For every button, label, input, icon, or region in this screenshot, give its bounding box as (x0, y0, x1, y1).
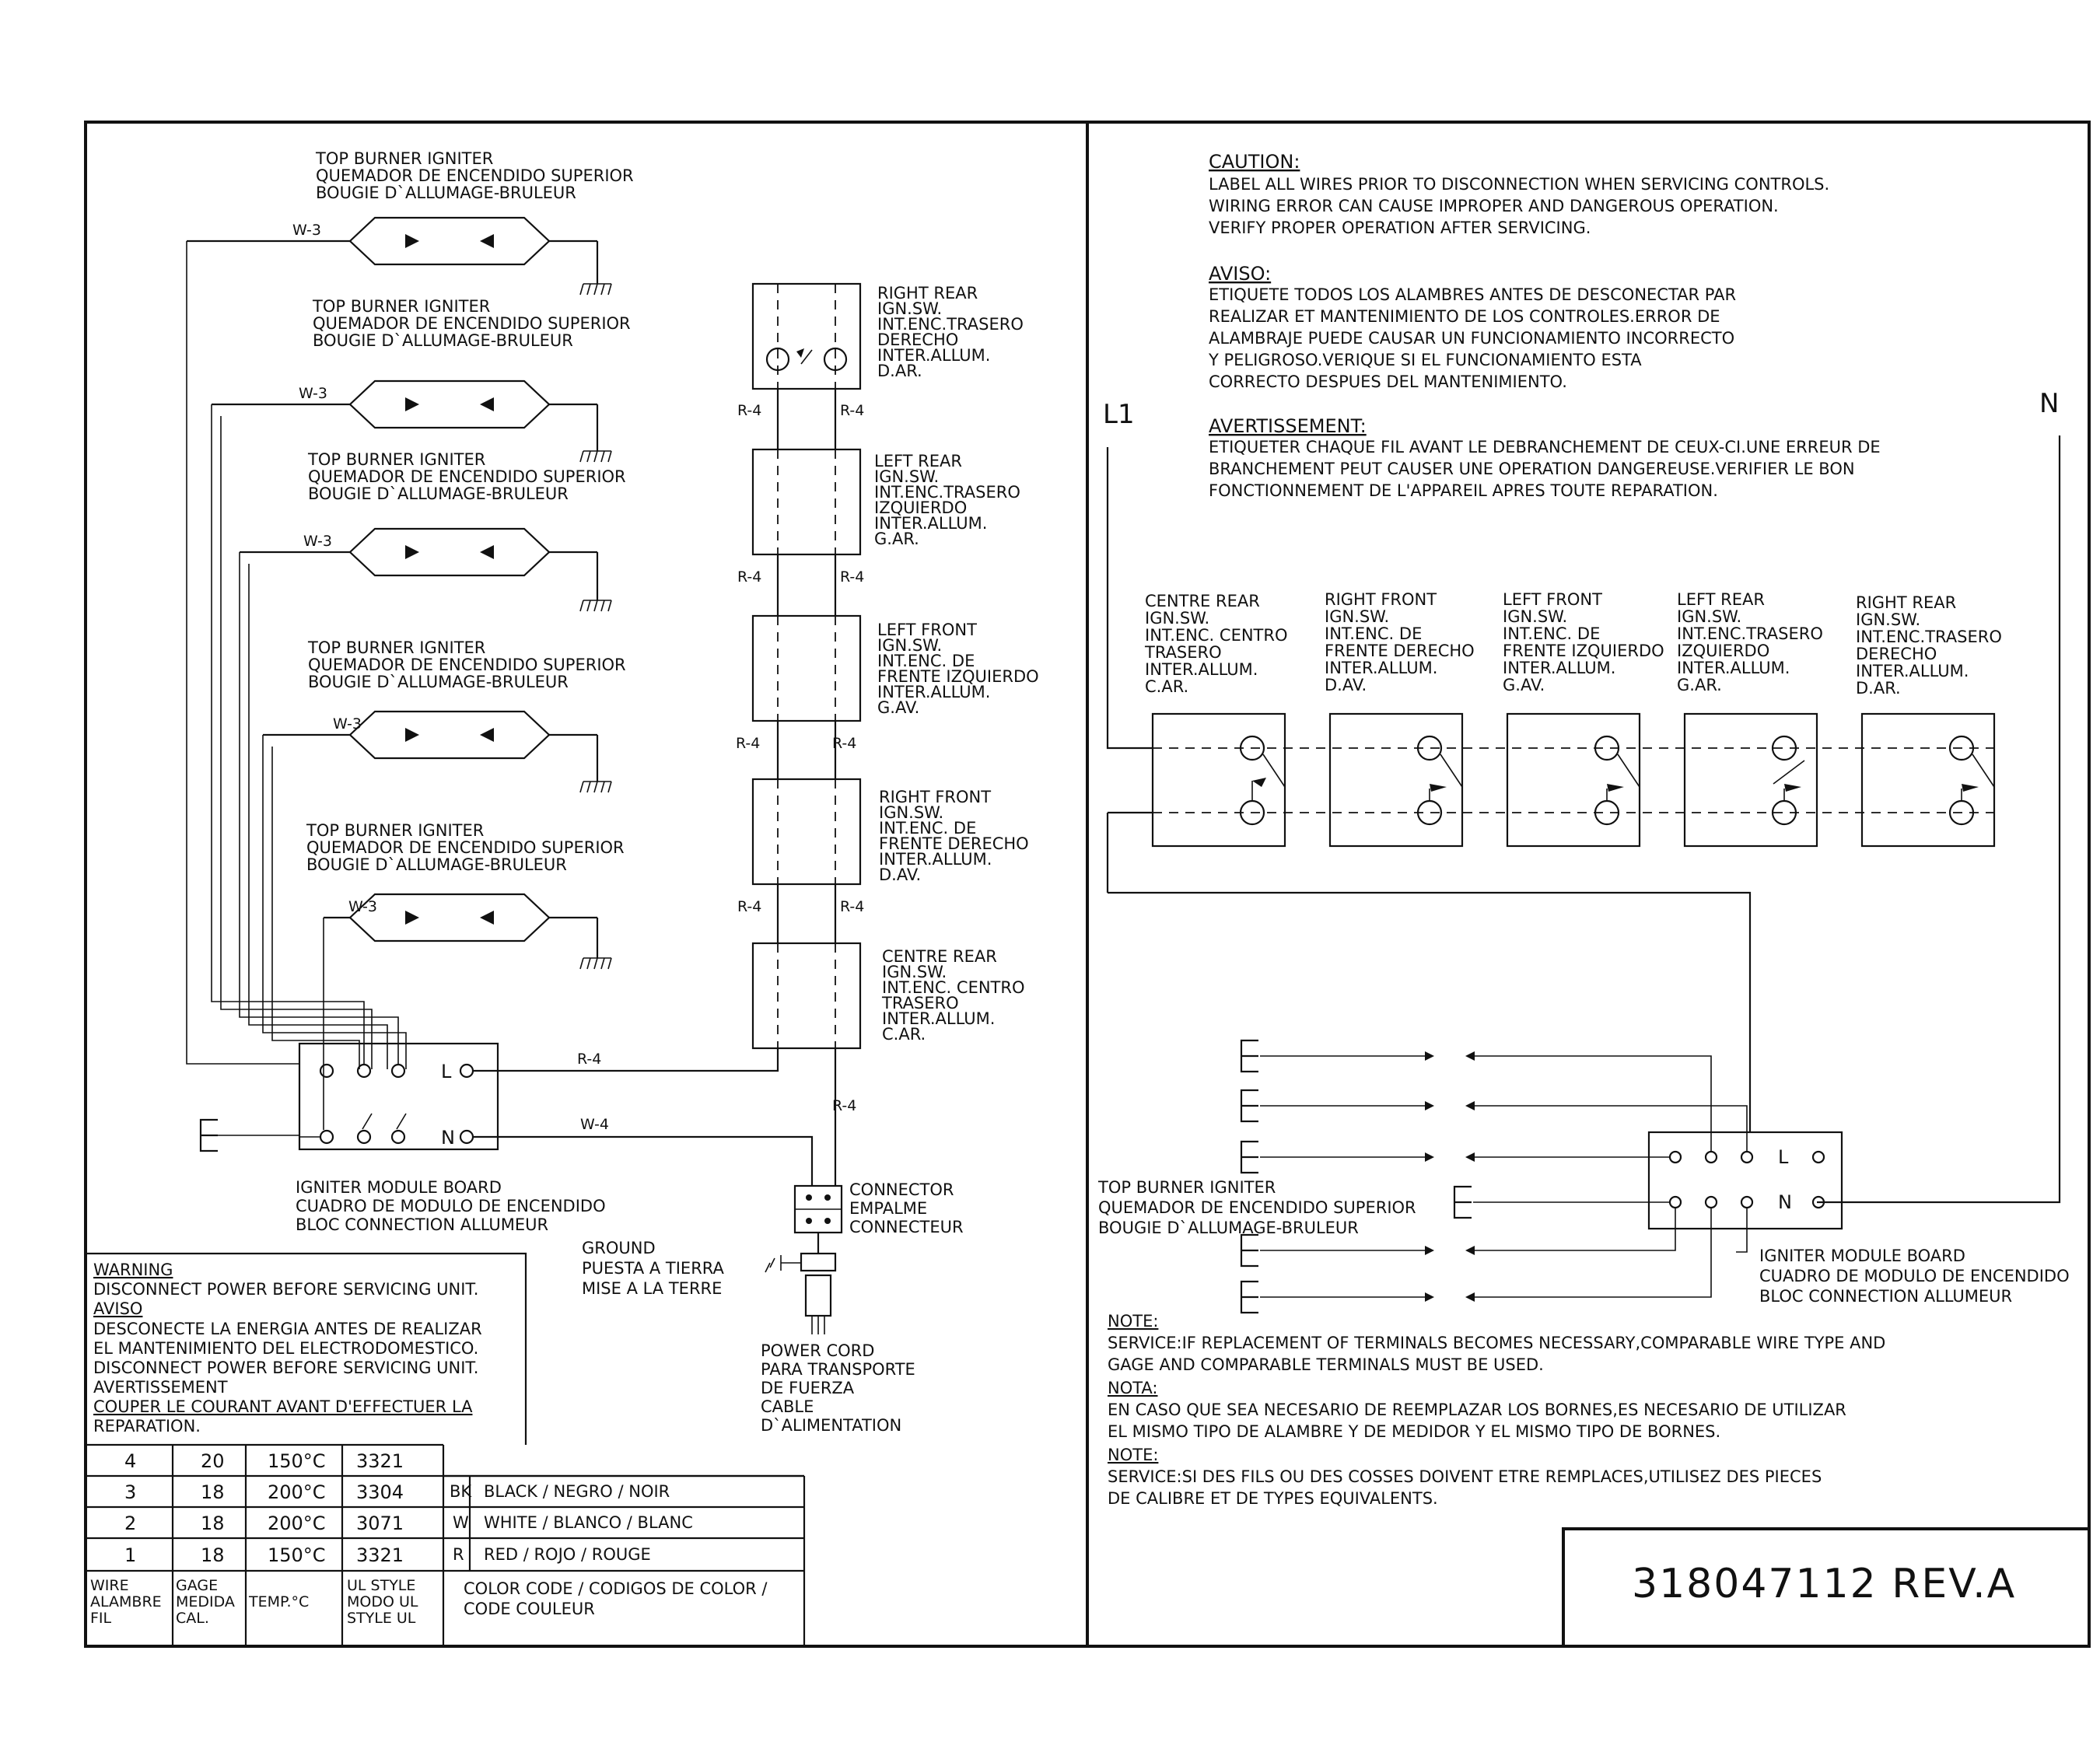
svg-text:GAGE: GAGE (176, 1577, 219, 1594)
svg-text:IGN.SW.: IGN.SW. (877, 636, 943, 655)
svg-text:18: 18 (201, 1544, 225, 1566)
svg-text:RIGHT FRONT: RIGHT FRONT (879, 788, 992, 806)
line-n-label: N (2039, 388, 2060, 419)
svg-text:QUEMADOR DE ENCENDIDO SUPERIOR: QUEMADOR DE ENCENDIDO SUPERIOR (308, 656, 626, 674)
svg-text:CORRECTO DESPUES DEL MANTENIMI: CORRECTO DESPUES DEL MANTENIMIENTO. (1209, 372, 1567, 391)
ground-label: GROUND (582, 1239, 656, 1257)
svg-text:FRENTE IZQUIERDO: FRENTE IZQUIERDO (1503, 642, 1664, 660)
svg-text:TEMP.°C: TEMP.°C (249, 1593, 310, 1610)
svg-text:1: 1 (124, 1544, 137, 1566)
svg-text:DERECHO: DERECHO (877, 330, 959, 349)
notes-block (1108, 1312, 1885, 1508)
svg-text:MISE A LA TERRE: MISE A LA TERRE (582, 1279, 723, 1298)
svg-text:TOP BURNER IGNITER: TOP BURNER IGNITER (308, 638, 486, 657)
svg-text:150°C: 150°C (268, 1450, 326, 1472)
warning-box (86, 1254, 526, 1445)
svg-text:INTER.ALLUM.: INTER.ALLUM. (1145, 660, 1258, 679)
svg-text:FONCTIONNEMENT DE L'APPAREIL A: FONCTIONNEMENT DE L'APPAREIL APRES TOUTE REPARATION. (1209, 481, 1718, 500)
svg-text:QUEMADOR DE ENCENDIDO SUPERIOR: QUEMADOR DE ENCENDIDO SUPERIOR (306, 838, 625, 857)
svg-text:MODO UL: MODO UL (347, 1593, 418, 1610)
svg-text:STYLE UL: STYLE UL (347, 1610, 416, 1627)
svg-text:EN CASO QUE SEA NECESARIO DE R: EN CASO QUE SEA NECESARIO DE REEMPLAZAR LOS BORNES,ES NECESARIO DE UTILIZAR (1108, 1401, 1846, 1419)
svg-text:INTER.ALLUM.: INTER.ALLUM. (1325, 659, 1438, 677)
svg-text:NOTE:: NOTE: (1108, 1312, 1159, 1331)
svg-text:UL STYLE: UL STYLE (347, 1577, 416, 1594)
svg-text:D.AV.: D.AV. (879, 866, 922, 884)
svg-text:DESCONECTE LA ENERGIA ANTES DE: DESCONECTE LA ENERGIA ANTES DE REALIZAR (93, 1320, 482, 1338)
svg-text:D.AR.: D.AR. (1856, 679, 1901, 698)
igniter-label-1: TOP BURNER IGNITER (316, 149, 494, 168)
svg-text:L: L (441, 1061, 452, 1082)
svg-text:INTER.ALLUM.: INTER.ALLUM. (877, 683, 991, 701)
switch-right-front (753, 779, 860, 884)
svg-text:3321: 3321 (356, 1450, 404, 1472)
terminal-plug-icon (201, 1120, 218, 1151)
svg-text:3: 3 (124, 1481, 137, 1503)
ground-icon (580, 273, 611, 295)
svg-text:D.AV.: D.AV. (1325, 676, 1367, 694)
svg-text:CABLE: CABLE (761, 1397, 814, 1416)
svg-text:INT.ENC. CENTRO: INT.ENC. CENTRO (882, 978, 1025, 997)
connector-power-cord (582, 1180, 964, 1435)
svg-text:RIGHT REAR: RIGHT REAR (1856, 593, 1957, 612)
svg-text:INT.ENC.TRASERO: INT.ENC.TRASERO (877, 315, 1024, 334)
svg-text:TOP BURNER IGNITER: TOP BURNER IGNITER (308, 450, 486, 469)
svg-text:AVERTISSEMENT: AVERTISSEMENT (93, 1378, 228, 1397)
svg-text:FIL: FIL (90, 1610, 112, 1627)
svg-text:W-3: W-3 (348, 898, 377, 915)
svg-text:200°C: 200°C (268, 1481, 326, 1503)
svg-text:R-4: R-4 (736, 735, 761, 752)
svg-text:TOP BURNER IGNITER: TOP BURNER IGNITER (306, 821, 485, 840)
svg-text:CAL.: CAL. (176, 1610, 209, 1627)
svg-text:PARA TRANSPORTE: PARA TRANSPORTE (761, 1360, 915, 1379)
module-label-right: IGNITER MODULE BOARD (1759, 1247, 1965, 1265)
svg-text:W: W (453, 1513, 469, 1532)
top-burner-igniter-1 (187, 149, 634, 295)
svg-text:INTER.ALLUM.: INTER.ALLUM. (882, 1009, 996, 1028)
module-label-left: IGNITER MODULE BOARD (296, 1178, 502, 1197)
top-burner-igniter-5 (306, 821, 625, 969)
svg-text:IGN.SW.: IGN.SW. (1856, 610, 1921, 629)
svg-text:COLOR CODE / CODIGOS DE COLOR: COLOR CODE / CODIGOS DE COLOR / (464, 1579, 768, 1598)
caution-title: CAUTION: (1209, 151, 1300, 173)
svg-text:3071: 3071 (356, 1512, 404, 1534)
svg-text:IGN.SW.: IGN.SW. (874, 467, 940, 486)
svg-text:INT.ENC. DE: INT.ENC. DE (879, 819, 977, 838)
wire-spec-table (86, 1445, 804, 1646)
svg-text:W-3: W-3 (292, 222, 321, 239)
svg-text:CONNECTEUR: CONNECTEUR (849, 1218, 964, 1236)
svg-text:N: N (1778, 1191, 1792, 1213)
svg-text:C.AR.: C.AR. (1145, 677, 1189, 696)
svg-text:AVISO: AVISO (93, 1299, 143, 1318)
svg-text:2: 2 (124, 1512, 137, 1534)
svg-text:18: 18 (201, 1512, 225, 1534)
svg-text:IGN.SW.: IGN.SW. (1677, 607, 1742, 626)
svg-text:GAGE AND COMPARABLE TERMINALS: GAGE AND COMPARABLE TERMINALS MUST BE USED. (1108, 1355, 1544, 1374)
switch-left-front (753, 616, 860, 721)
svg-text:COUPER LE COURANT AVANT D'EFFE: COUPER LE COURANT AVANT D'EFFECTUER LA (93, 1397, 473, 1416)
svg-text:N: N (441, 1127, 455, 1149)
svg-text:BLOC CONNECTION ALLUMEUR: BLOC CONNECTION ALLUMEUR (1759, 1287, 2013, 1306)
svg-text:R-4: R-4 (840, 402, 865, 419)
warning-title: WARNING (93, 1261, 173, 1279)
svg-text:R-4: R-4 (840, 898, 865, 915)
cord-strain-relief (801, 1254, 835, 1271)
svg-text:QUEMADOR DE ENCENDIDO SUPERIOR: QUEMADOR DE ENCENDIDO SUPERIOR (316, 166, 634, 185)
svg-text:TRASERO: TRASERO (882, 994, 959, 1012)
svg-text:BOUGIE D`ALLUMAGE-BRULEUR: BOUGIE D`ALLUMAGE-BRULEUR (308, 484, 569, 503)
top-burner-igniter-3 (240, 450, 626, 611)
svg-text:FRENTE DERECHO: FRENTE DERECHO (879, 834, 1029, 853)
svg-text:INTER.ALLUM.: INTER.ALLUM. (879, 850, 992, 869)
svg-text:MEDIDA: MEDIDA (176, 1593, 235, 1610)
svg-text:IGN.SW.: IGN.SW. (1503, 607, 1568, 626)
svg-text:INT.ENC. DE: INT.ENC. DE (1325, 624, 1423, 643)
svg-text:W-3: W-3 (333, 715, 362, 733)
svg-text:PUESTA A TIERRA: PUESTA A TIERRA (582, 1259, 724, 1278)
svg-text:INT.ENC.TRASERO: INT.ENC.TRASERO (1856, 628, 2002, 646)
ground-icon (580, 589, 611, 611)
svg-text:BRANCHEMENT PEUT CAUSER UNE OP: BRANCHEMENT PEUT CAUSER UNE OPERATION DANGEREUSE.VERIFIER LE BON (1209, 460, 1855, 478)
svg-text:REALIZAR ET MANTENIMIENTO DE L: REALIZAR ET MANTENIMIENTO DE LOS CONTROLES.ERROR DE (1209, 307, 1720, 326)
svg-text:SERVICE:IF REPLACEMENT OF TERM: SERVICE:IF REPLACEMENT OF TERMINALS BECOMES NECESSARY,COMPARABLE WIRE TYPE AND (1108, 1334, 1886, 1352)
schematic-switch-left-front (1507, 714, 1640, 846)
ground-icon (580, 947, 611, 969)
svg-text:C.AR.: C.AR. (882, 1025, 926, 1044)
svg-text:BLACK / NEGRO / NOIR: BLACK / NEGRO / NOIR (484, 1482, 670, 1501)
svg-text:ETIQUETER CHAQUE FIL AVANT LE: ETIQUETER CHAQUE FIL AVANT LE DEBRANCHEMENT DE CEUX-CI.UNE ERREUR DE (1209, 438, 1881, 456)
svg-text:R-4: R-4 (737, 402, 762, 419)
igniter-output-rows (1241, 1040, 1747, 1313)
schematic-switch-right-front (1330, 714, 1462, 846)
top-burner-igniter-4 (263, 638, 626, 792)
svg-text:BLOC CONNECTION ALLUMEUR: BLOC CONNECTION ALLUMEUR (296, 1215, 549, 1234)
svg-text:DERECHO: DERECHO (1856, 645, 1937, 663)
svg-text:ETIQUETE TODOS LOS ALAMBRES AN: ETIQUETE TODOS LOS ALAMBRES ANTES DE DESCONECTAR PAR (1209, 285, 1737, 304)
svg-text:18: 18 (201, 1481, 225, 1503)
svg-text:DISCONNECT POWER BEFORE SERVIC: DISCONNECT POWER BEFORE SERVICING UNIT. (93, 1280, 479, 1299)
svg-text:TRASERO: TRASERO (1145, 643, 1222, 662)
ground-icon (580, 771, 611, 792)
svg-text:R-4: R-4 (832, 735, 857, 752)
igniter-module-board-left (201, 1044, 606, 1234)
svg-text:W-3: W-3 (303, 533, 332, 550)
svg-text:W-3: W-3 (299, 385, 327, 402)
svg-text:BOUGIE D`ALLUMAGE-BRULEUR: BOUGIE D`ALLUMAGE-BRULEUR (316, 184, 576, 202)
svg-text:WIRING ERROR CAN CAUSE IMPROPE: WIRING ERROR CAN CAUSE IMPROPER AND DANGEROUS OPERATION. (1209, 197, 1779, 215)
svg-text:INT.ENC. DE: INT.ENC. DE (1503, 624, 1601, 643)
power-cord-label: POWER CORD (761, 1341, 875, 1360)
svg-text:INT.ENC. CENTRO: INT.ENC. CENTRO (1145, 626, 1288, 645)
svg-text:R: R (453, 1545, 464, 1564)
svg-text:R-4: R-4 (832, 1097, 857, 1114)
igniter-label-right: TOP BURNER IGNITER (1098, 1178, 1276, 1197)
avertissement-title: AVERTISSEMENT: (1209, 415, 1367, 437)
svg-text:LEFT REAR: LEFT REAR (1677, 590, 1765, 609)
svg-text:VERIFY PROPER OPERATION AFTER: VERIFY PROPER OPERATION AFTER SERVICING. (1209, 219, 1591, 237)
schematic-switch-row (1108, 435, 2060, 1202)
svg-text:INTER.ALLUM.: INTER.ALLUM. (874, 514, 988, 533)
svg-text:G.AR.: G.AR. (874, 530, 919, 548)
svg-text:200°C: 200°C (268, 1512, 326, 1534)
svg-text:LEFT FRONT: LEFT FRONT (877, 621, 977, 639)
schematic-switch-right-rear (1862, 714, 1994, 846)
svg-text:BOUGIE D`ALLUMAGE-BRULEUR: BOUGIE D`ALLUMAGE-BRULEUR (1098, 1219, 1359, 1237)
svg-text:RIGHT REAR: RIGHT REAR (877, 284, 978, 302)
svg-text:G.AV.: G.AV. (1503, 676, 1545, 694)
svg-text:ALAMBRE: ALAMBRE (90, 1593, 162, 1610)
svg-text:DE CALIBRE ET DE TYPES EQUIVAL: DE CALIBRE ET DE TYPES EQUIVALENTS. (1108, 1489, 1438, 1508)
svg-text:IGN.SW.: IGN.SW. (1325, 607, 1390, 626)
svg-text:LABEL ALL WIRES PRIOR TO DISCO: LABEL ALL WIRES PRIOR TO DISCONNECTION WHEN SERVICING CONTROLS. (1209, 175, 1830, 194)
svg-text:INTER.ALLUM.: INTER.ALLUM. (1677, 659, 1790, 677)
svg-text:RED / ROJO / ROUGE: RED / ROJO / ROUGE (484, 1545, 651, 1564)
svg-text:3321: 3321 (356, 1544, 404, 1566)
svg-text:D.AR.: D.AR. (877, 362, 922, 380)
table-cell: 4 (124, 1450, 137, 1472)
svg-text:3304: 3304 (356, 1481, 404, 1503)
title-block (1563, 1529, 2089, 1646)
svg-text:REPARATION.: REPARATION. (93, 1417, 201, 1436)
svg-text:INT.ENC. DE: INT.ENC. DE (877, 652, 975, 670)
switch-right-rear (753, 284, 860, 389)
svg-text:DISCONNECT POWER BEFORE SERVIC: DISCONNECT POWER BEFORE SERVICING UNIT. (93, 1359, 479, 1377)
svg-text:INTER.ALLUM.: INTER.ALLUM. (877, 346, 991, 365)
connector-label: CONNECTOR (849, 1180, 954, 1199)
ground-icon (580, 440, 611, 462)
svg-text:WIRE: WIRE (90, 1577, 129, 1594)
schematic-switch-left-rear (1685, 714, 1817, 846)
svg-text:LEFT REAR: LEFT REAR (874, 452, 962, 470)
svg-text:LEFT FRONT: LEFT FRONT (1503, 590, 1602, 609)
svg-text:G.AV.: G.AV. (877, 698, 920, 717)
svg-text:ALAMBRAJE PUEDE CAUSAR UN FUNC: ALAMBRAJE PUEDE CAUSAR UN FUNCIONAMIENTO INCORRECTO (1209, 329, 1735, 348)
svg-text:QUEMADOR DE ENCENDIDO SUPERIOR: QUEMADOR DE ENCENDIDO SUPERIOR (313, 314, 631, 333)
svg-text:W-4: W-4 (580, 1116, 609, 1133)
igniters-group (187, 149, 634, 969)
line-l1-label: L1 (1103, 399, 1135, 430)
svg-text:CODE COULEUR: CODE COULEUR (464, 1600, 595, 1618)
svg-text:SERVICE:SI DES FILS OU DES COS: SERVICE:SI DES FILS OU DES COSSES DOIVENT ETRE REMPLACES,UTILISEZ DES PIECES (1108, 1467, 1822, 1486)
svg-text:Y PELIGROSO.VERIQUE SI EL FUNC: Y PELIGROSO.VERIQUE SI EL FUNCIONAMIENTO ESTA (1209, 351, 1642, 369)
svg-text:D`ALIMENTATION: D`ALIMENTATION (761, 1416, 902, 1435)
svg-text:INT.ENC.TRASERO: INT.ENC.TRASERO (1677, 624, 1823, 643)
svg-text:EL MISMO TIPO DE ALAMBRE Y DE: EL MISMO TIPO DE ALAMBRE Y DE MEDIDOR Y EL MISMO TIPO DE BORNES. (1108, 1422, 1721, 1441)
svg-text:EL MANTENIMIENTO DEL ELECTRODO: EL MANTENIMIENTO DEL ELECTRODOMESTICO. (93, 1339, 479, 1358)
svg-text:INT.ENC.TRASERO: INT.ENC.TRASERO (874, 483, 1020, 502)
svg-text:R-4: R-4 (840, 568, 865, 586)
svg-text:BOUGIE D`ALLUMAGE-BRULEUR: BOUGIE D`ALLUMAGE-BRULEUR (308, 673, 569, 691)
top-burner-igniter-2 (212, 297, 631, 462)
svg-text:WHITE / BLANCO / BLANC: WHITE / BLANCO / BLANC (484, 1513, 693, 1532)
svg-text:FRENTE IZQUIERDO: FRENTE IZQUIERDO (877, 667, 1039, 686)
caution-block (1208, 151, 1881, 500)
svg-text:BOUGIE D`ALLUMAGE-BRULEUR: BOUGIE D`ALLUMAGE-BRULEUR (313, 331, 573, 350)
svg-text:INTER.ALLUM.: INTER.ALLUM. (1503, 659, 1616, 677)
svg-text:CUADRO DE MODULO DE ENCENDIDO: CUADRO DE MODULO DE ENCENDIDO (1759, 1267, 2070, 1285)
svg-text:TOP BURNER IGNITER: TOP BURNER IGNITER (313, 297, 491, 316)
svg-text:150°C: 150°C (268, 1544, 326, 1566)
svg-text:G.AR.: G.AR. (1677, 676, 1722, 694)
svg-text:FRENTE DERECHO: FRENTE DERECHO (1325, 642, 1475, 660)
aviso-title: AVISO: (1209, 263, 1272, 285)
svg-text:EMPALME: EMPALME (849, 1199, 928, 1218)
svg-text:IZQUIERDO: IZQUIERDO (874, 498, 968, 517)
svg-text:L: L (1778, 1146, 1789, 1168)
svg-text:CENTRE REAR: CENTRE REAR (1145, 592, 1260, 610)
igniter-module-board-right (1097, 1040, 2070, 1313)
svg-text:CENTRE REAR: CENTRE REAR (882, 947, 997, 966)
svg-text:R-4: R-4 (737, 898, 762, 915)
svg-text:20: 20 (201, 1450, 225, 1472)
svg-text:IGN.SW.: IGN.SW. (877, 299, 943, 318)
svg-text:NOTA:: NOTA: (1108, 1379, 1158, 1397)
svg-text:IGN.SW.: IGN.SW. (1145, 609, 1210, 628)
svg-text:NOTE:: NOTE: (1108, 1446, 1159, 1464)
switch-centre-rear (753, 943, 860, 1048)
svg-text:QUEMADOR DE ENCENDIDO SUPERIOR: QUEMADOR DE ENCENDIDO SUPERIOR (1098, 1198, 1416, 1217)
svg-text:IZQUIERDO: IZQUIERDO (1677, 642, 1770, 660)
svg-text:IGN.SW.: IGN.SW. (882, 963, 947, 981)
svg-text:BK: BK (450, 1482, 472, 1501)
svg-text:RIGHT FRONT: RIGHT FRONT (1325, 590, 1437, 609)
svg-text:INTER.ALLUM.: INTER.ALLUM. (1856, 662, 1969, 680)
part-number: 318047112 REV.A (1632, 1561, 2017, 1607)
svg-text:IGN.SW.: IGN.SW. (879, 803, 944, 822)
svg-text:R-4: R-4 (737, 568, 762, 586)
svg-text:CUADRO DE MODULO DE ENCENDIDO: CUADRO DE MODULO DE ENCENDIDO (296, 1197, 606, 1215)
svg-text:DE FUERZA: DE FUERZA (761, 1379, 855, 1397)
switch-left-rear (753, 449, 860, 554)
svg-text:BOUGIE D`ALLUMAGE-BRULEUR: BOUGIE D`ALLUMAGE-BRULEUR (306, 855, 567, 874)
svg-text:R-4: R-4 (577, 1051, 602, 1068)
svg-text:QUEMADOR DE ENCENDIDO SUPERIOR: QUEMADOR DE ENCENDIDO SUPERIOR (308, 467, 626, 486)
